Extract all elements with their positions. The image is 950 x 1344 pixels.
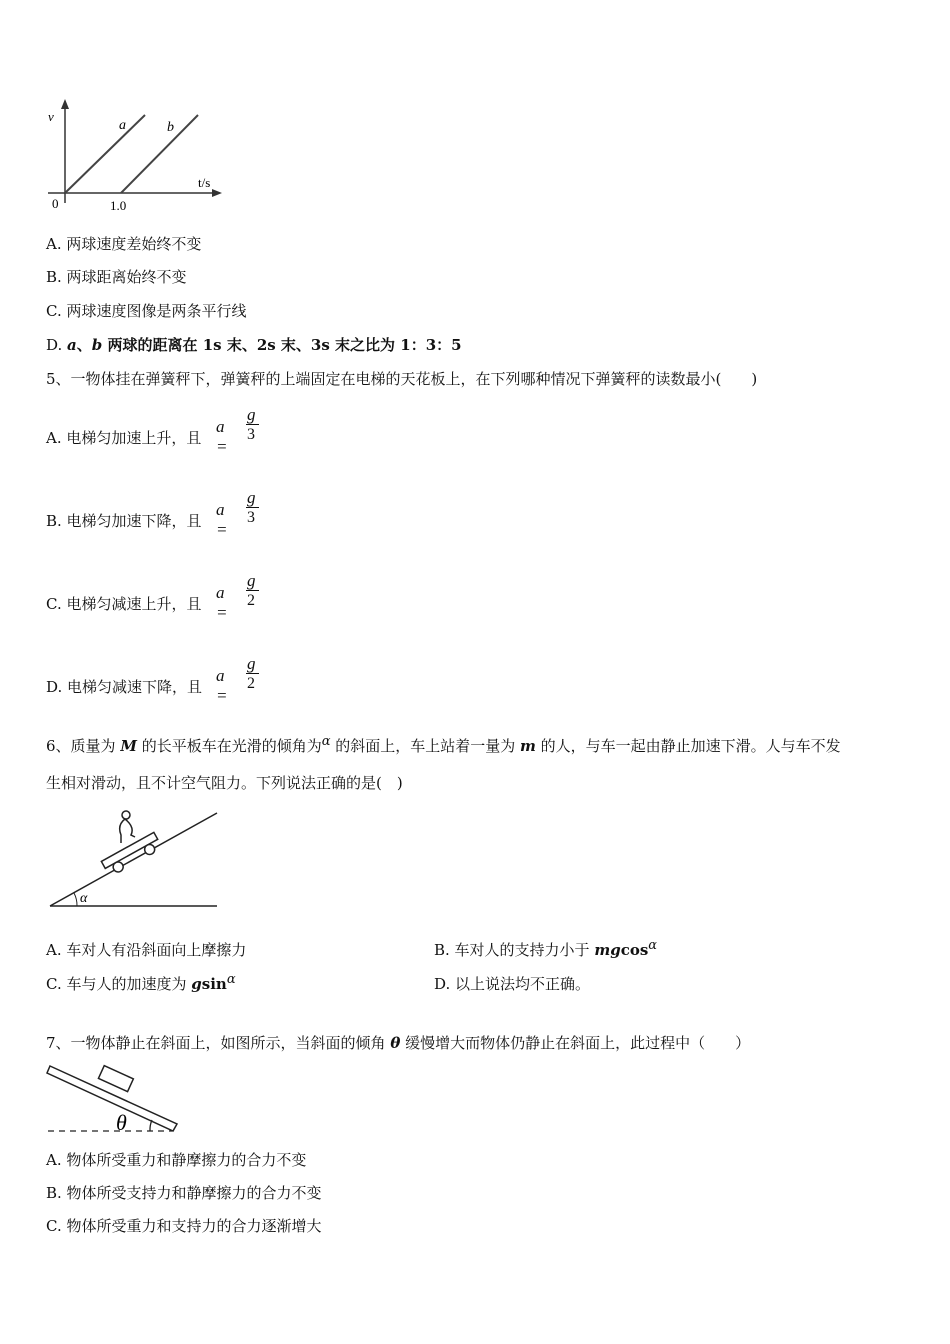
q6-stem-line2: 生相对滑动，且不计空气阻力。下列说法正确的是( ) xyxy=(46,774,403,792)
q5-option-c xyxy=(46,594,201,614)
fraction-bar xyxy=(246,507,259,508)
q6-stem-part2: 的长平板车在光滑的倾角为 xyxy=(136,737,322,755)
q4-option-d-prefix: D. xyxy=(46,336,68,354)
tick-label: 1.0 xyxy=(110,198,127,213)
q5-stem: 5、一物体挂在弹簧秤下，弹簧秤的上端固定在电梯的天花板上，在下列哪种情况下弹簧秤的读数最小( ) xyxy=(46,370,758,388)
q4-option-c: C. 两球速度图像是两条平行线 xyxy=(46,302,247,320)
q4-option-d-rest: 两球的距离在 1s 末、2s 末、3s 末之比为 1：3：5 xyxy=(102,336,462,354)
q4-option-b: B. 两球距离始终不变 xyxy=(46,268,187,286)
q6-option-b-cos: cos xyxy=(620,941,649,959)
q7-option-b: B. 物体所受支持力和静摩擦力的合力不变 xyxy=(46,1184,322,1202)
q7-stem-part1: 7、一物体静止在斜面上，如图所示，当斜面的倾角 xyxy=(46,1034,391,1052)
q5-option-a-label: A. 电梯匀加速上升，且 xyxy=(46,429,202,447)
q5-option-a xyxy=(46,428,201,448)
q6-angle-symbol: α xyxy=(321,734,331,749)
formula-numerator: g xyxy=(247,571,256,590)
formula-numerator: g xyxy=(247,654,256,673)
incline-line xyxy=(50,813,217,906)
fraction-bar xyxy=(246,673,259,674)
q4-option-d-b: b xyxy=(91,336,103,354)
q6-option-a: A. 车对人有沿斜面向上摩擦力 xyxy=(46,941,247,959)
q4-option-a: A. 两球速度差始终不变 xyxy=(46,235,202,253)
q6-stem-part1: 6、质量为 xyxy=(46,737,121,755)
q6-mass-m: m xyxy=(520,737,536,755)
q6-mass-M: M xyxy=(120,737,137,755)
angle-label: α xyxy=(80,891,88,906)
q6-option-c xyxy=(46,974,236,996)
q5-option-d-label: D. 电梯匀减速下降，且 xyxy=(46,678,203,696)
incline-block-figure xyxy=(44,1062,184,1137)
x-axis-label: t/s xyxy=(198,175,211,190)
q4-option-d xyxy=(46,335,462,355)
q6-option-d: D. 以上说法均不正确。 xyxy=(434,975,591,993)
q7-option-a: A. 物体所受重力和静摩擦力的合力不变 xyxy=(46,1151,307,1169)
theta-label: θ xyxy=(116,1110,127,1135)
q5-option-c-label: C. 电梯匀减速上升，且 xyxy=(46,595,202,613)
origin-label: 0 xyxy=(52,196,59,211)
formula-numerator: g xyxy=(247,405,256,424)
formula-denominator: 2 xyxy=(247,675,255,692)
formula-lhs: a = xyxy=(216,500,228,539)
angle-arc xyxy=(74,893,77,906)
q6-option-b-text: B. 车对人的支持力小于 xyxy=(434,941,595,959)
q6-option-c-g: g xyxy=(191,975,202,993)
person-head xyxy=(122,811,130,819)
fraction-bar xyxy=(246,424,259,425)
formula-lhs: a = xyxy=(216,417,228,456)
formula-denominator: 3 xyxy=(247,509,255,526)
person-figure xyxy=(120,811,135,843)
block xyxy=(98,1066,133,1092)
y-axis-label: v xyxy=(48,109,54,124)
formula-denominator: 3 xyxy=(247,426,255,443)
y-axis-arrow xyxy=(61,99,69,109)
q4-option-d-sep: 、 xyxy=(76,336,92,354)
q4-option-d-a: a xyxy=(67,336,77,354)
q6-option-c-text: C. 车与人的加速度为 xyxy=(46,975,192,993)
q7-stem xyxy=(46,1033,750,1053)
q5-option-b-label: B. 电梯匀加速下降，且 xyxy=(46,512,202,530)
formula-lhs: a = xyxy=(216,583,228,622)
q6-stem-line1 xyxy=(46,736,841,758)
fraction-bar xyxy=(246,590,259,591)
person-body xyxy=(120,819,135,843)
q6-option-b-mg: mg xyxy=(594,941,621,959)
formula-numerator: g xyxy=(247,488,256,507)
q6-stem-part3: 的斜面上，车上站着一量为 xyxy=(330,737,521,755)
q5-option-d xyxy=(46,677,202,697)
velocity-time-graph xyxy=(40,95,240,220)
q6-option-c-sin: sin xyxy=(201,975,227,993)
q6-stem-part4: 的人，与车一起由静止加速下滑。人与车不发 xyxy=(535,737,841,755)
q5-option-b xyxy=(46,511,202,531)
formula-denominator: 2 xyxy=(247,592,255,609)
formula-lhs: a = xyxy=(216,666,228,705)
theta-arc xyxy=(150,1120,152,1131)
q7-stem-part2: 缓慢增大而物体仍静止在斜面上，此过程中（ ） xyxy=(400,1034,751,1052)
q6-option-b xyxy=(434,940,657,962)
line-a-label: a xyxy=(119,118,126,133)
x-axis-arrow xyxy=(212,189,222,197)
line-b-label: b xyxy=(167,120,174,135)
q6-option-b-alpha: α xyxy=(648,938,658,953)
incline-cart-figure xyxy=(45,805,225,913)
q7-theta: θ xyxy=(390,1034,401,1052)
cart xyxy=(101,832,162,877)
block-body xyxy=(98,1066,133,1092)
q6-option-c-alpha: α xyxy=(226,972,236,987)
q7-option-c: C. 物体所受重力和支持力的合力逐渐增大 xyxy=(46,1217,322,1235)
